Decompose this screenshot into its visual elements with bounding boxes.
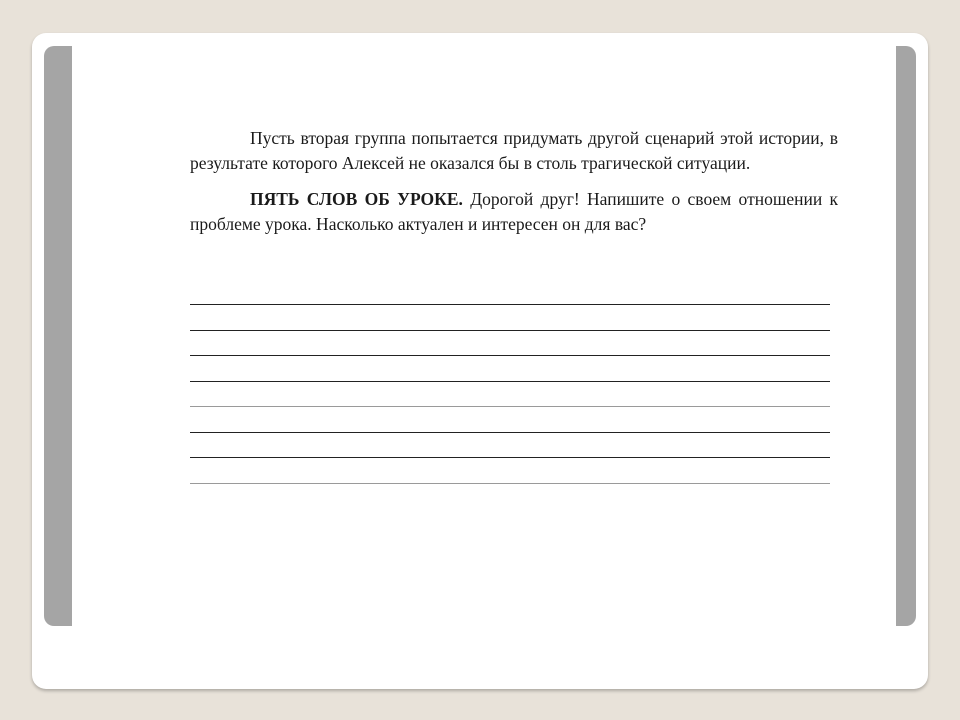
answer-line	[190, 432, 830, 433]
paragraph-five-words	[190, 187, 838, 237]
document-text	[190, 126, 838, 237]
answer-line	[190, 330, 830, 331]
answer-line	[190, 381, 830, 382]
answer-line	[190, 355, 830, 356]
answer-line	[190, 457, 830, 458]
five-words-prompt: Дорогой друг! Напишите о своем отношении к проблеме урока. Насколько актуален и интересен он для вас?	[190, 189, 838, 234]
answer-line	[190, 304, 830, 305]
paragraph-scenario: Пусть вторая группа попытается придумать другой сценарий этой истории, в результате которого Алексей не оказался бы в столь трагической ситуации.	[190, 128, 838, 173]
answer-lines	[190, 304, 830, 508]
answer-line	[190, 483, 830, 484]
five-words-heading: ПЯТЬ СЛОВ ОБ УРОКЕ.	[250, 189, 463, 209]
answer-line	[190, 406, 830, 407]
